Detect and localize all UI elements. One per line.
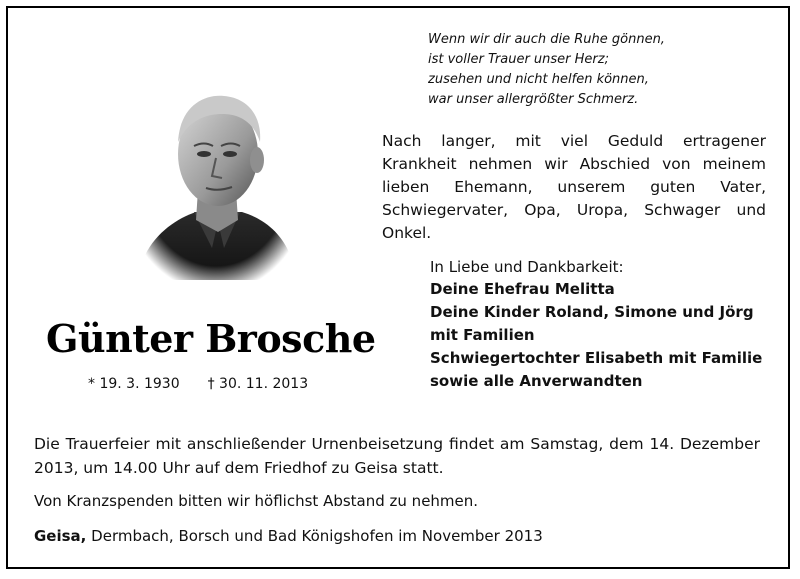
ceremony-text: Die Trauerfeier mit anschließender Urnenbeisetzung findet am Samstag, dem 14. Dezember 2013, um 14.00 Uhr auf dem Friedhof zu Geisa statt. [34, 435, 760, 477]
intro-text: Nach langer, mit viel Geduld ertragener Krankheit nehmen wir Abschied von meinem lieben Ehemann, unserem guten Vater, Schwiegervater, Opa, Uropa, Schwager und Onkel. [382, 132, 766, 242]
flowers-note: Von Kranzspenden bitten wir höflichst Abstand zu nehmen. [34, 492, 479, 510]
life-dates [88, 374, 388, 394]
mourner-line: Deine Ehefrau Melitta [430, 280, 615, 298]
mourners-heading: In Liebe und Dankbarkeit: [430, 258, 624, 276]
place-and-date [34, 525, 760, 547]
poem-line: Wenn wir dir auch die Ruhe gönnen, [428, 32, 665, 47]
poem-line: war unser allergrößter Schmerz. [428, 92, 639, 107]
mourner-line: mit Familien [430, 326, 535, 344]
mourner-line: sowie alle Anverwandten [430, 372, 643, 390]
deceased-name: Günter Brosche [46, 316, 376, 361]
place-rest: Dermbach, Borsch und Bad Königshofen im November 2013 [86, 527, 543, 545]
mourners-list [430, 278, 780, 393]
mourner-line: Schwiegertochter Elisabeth mit Familie [430, 349, 763, 367]
poem-line: zusehen und nicht helfen können, [428, 72, 649, 87]
portrait-photo [132, 72, 300, 280]
death-date: † 30. 11. 2013 [207, 376, 309, 392]
poem-line: ist voller Trauer unser Herz; [428, 52, 609, 67]
birth-date: * 19. 3. 1930 [88, 376, 180, 392]
mourner-line: Deine Kinder Roland, Simone und Jörg [430, 303, 754, 321]
place-town: Geisa, [34, 527, 87, 545]
poem [428, 30, 768, 110]
